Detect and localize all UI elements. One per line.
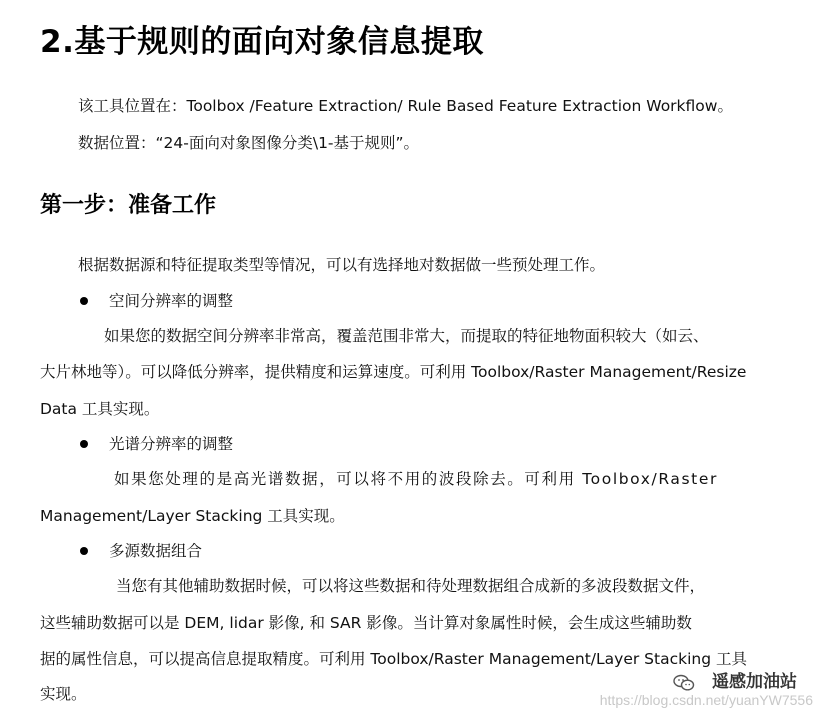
bullet-icon [80, 547, 88, 555]
bullet-text-line: 这些辅助数据可以是 DEM, lidar 影像, 和 SAR 影像。当计算对象属性时候，会生成这些辅助数 [40, 614, 692, 632]
bullet-text-line: 大片林地等）。可以降低分辨率，提供精度和运算速度。可利用 Toolbox/Raster Management/Resize [40, 363, 747, 381]
bullet-text-line: Data 工具实现。 [40, 400, 160, 418]
bullet-title-spectral: 光谱分辨率的调整 [109, 435, 234, 453]
bullet-text-line: 据的属性信息，可以提高信息提取精度。可利用 Toolbox/Raster Management/Layer Stacking 工具 [40, 650, 747, 668]
intro-line-1: 该工具位置在：Toolbox /Feature Extraction/ Rule Based Feature Extraction Workflow。 [78, 97, 733, 115]
step-intro: 根据数据源和特征提取类型等情况，可以有选择地对数据做一些预处理工作。 [78, 256, 606, 274]
bullet-text-line: 实现。 [40, 685, 87, 703]
intro-line-2: 数据位置：“24-面向对象图像分类\1-基于规则”。 [78, 134, 420, 152]
bullet-text-line: 当您有其他辅助数据时候，可以将这些数据和待处理数据组合成新的多波段数据文件， [116, 577, 706, 595]
watermark-brand: 遥感加油站 [712, 672, 797, 692]
bullet-title-spatial: 空间分辨率的调整 [109, 292, 234, 310]
bullet-icon [80, 440, 88, 448]
bullet-text-line: 如果您处理的是高光谱数据，可以将不用的波段除去。可利用 Toolbox/Raster [114, 470, 718, 488]
watermark-url: https://blog.csdn.net/yuanYW7556 [599, 692, 813, 708]
bullet-text-line: Management/Layer Stacking 工具实现。 [40, 507, 345, 525]
bullet-title-multisource: 多源数据组合 [109, 542, 203, 560]
step-heading: 第一步：准备工作 [40, 193, 217, 218]
bullet-icon [80, 297, 88, 305]
wechat-icon [673, 674, 695, 692]
bullet-text-line: 如果您的数据空间分辨率非常高，覆盖范围非常大，而提取的特征地物面积较大（如云、 [104, 327, 709, 345]
page-title: 2.基于规则的面向对象信息提取 [40, 24, 484, 60]
